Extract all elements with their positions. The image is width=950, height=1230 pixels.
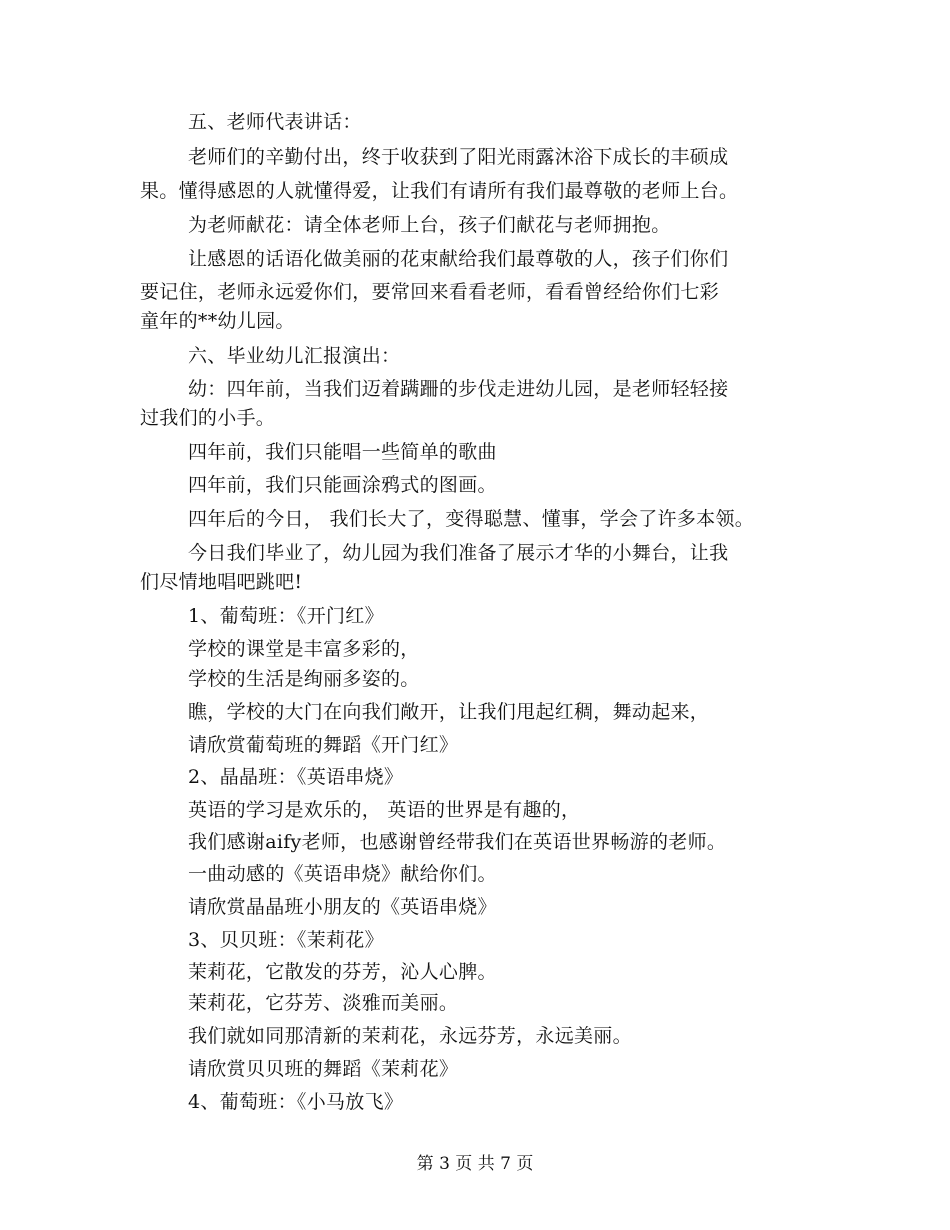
paragraph-line: 我们就如同那清新的茉莉花，永远芬芳，永远美丽。 bbox=[188, 1025, 632, 1047]
paragraph-line: 请欣赏晶晶班小朋友的《英语串烧》 bbox=[188, 896, 497, 918]
paragraph-line: 果。懂得感恩的人就懂得爱，让我们有请所有我们最尊敬的老师上台。 bbox=[140, 180, 739, 202]
section-heading-6: 六、毕业幼儿汇报演出： bbox=[188, 345, 401, 367]
paragraph-line: 今日我们毕业了，幼儿园为我们准备了展示才华的小舞台，让我 bbox=[188, 542, 729, 564]
paragraph-line: 请欣赏葡萄班的舞蹈《开门红》 bbox=[188, 734, 459, 756]
paragraph-line: 让感恩的话语化做美丽的花束献给我们最尊敬的人，孩子们你们 bbox=[188, 248, 729, 270]
paragraph-line: 英语的学习是欢乐的， 英语的世界是有趣的， bbox=[188, 799, 581, 821]
paragraph-line: 茉莉花，它散发的芬芳，沁人心脾。 bbox=[188, 961, 497, 983]
page-number-footer: 第 3 页 共 7 页 bbox=[416, 1154, 534, 1174]
paragraph-line: 四年前，我们只能唱一些简单的歌曲 bbox=[188, 441, 497, 463]
paragraph-line: 学校的生活是绚丽多姿的。 bbox=[188, 668, 420, 690]
paragraph-line: 请欣赏贝贝班的舞蹈《茉莉花》 bbox=[188, 1058, 459, 1080]
paragraph-line: 们尽情地唱吧跳吧! bbox=[140, 571, 303, 593]
paragraph-line: 为老师献花：请全体老师上台，孩子们献花与老师拥抱。 bbox=[188, 214, 671, 236]
paragraph-line: 要记住，老师永远爱你们，要常回来看看老师，看看曾经给你们七彩 bbox=[140, 281, 720, 303]
program-item-heading: 4、葡萄班：《小马放飞》 bbox=[188, 1091, 404, 1113]
paragraph-line: 老师们的辛勤付出，终于收获到了阳光雨露沐浴下成长的丰硕成 bbox=[188, 146, 729, 168]
paragraph-line: 我们感谢aify老师，也感谢曾经带我们在英语世界畅游的老师。 bbox=[188, 831, 727, 853]
paragraph-line: 四年前，我们只能画涂鸦式的图画。 bbox=[188, 474, 497, 496]
paragraph-line: 茉莉花，它芬芳、淡雅而美丽。 bbox=[188, 992, 459, 1014]
paragraph-line: 四年后的今日， 我们长大了，变得聪慧、懂事，学会了许多本领。 bbox=[188, 508, 755, 530]
paragraph-line: 童年的**幼儿园。 bbox=[140, 310, 295, 332]
program-item-heading: 2、晶晶班：《英语串烧》 bbox=[188, 766, 404, 788]
paragraph-line: 学校的课堂是丰富多彩的， bbox=[188, 638, 420, 660]
program-item-heading: 1、葡萄班：《开门红》 bbox=[188, 605, 384, 627]
paragraph-line: 瞧，学校的大门在向我们敞开，让我们甩起红稠，舞动起来， bbox=[188, 701, 710, 723]
paragraph-line: 幼：四年前，当我们迈着蹒跚的步伐走进幼儿园，是老师轻轻接 bbox=[188, 378, 729, 400]
paragraph-line: 一曲动感的《英语串烧》献给你们。 bbox=[188, 863, 497, 885]
section-heading-5: 五、老师代表讲话： bbox=[188, 111, 362, 133]
program-item-heading: 3、贝贝班：《茉莉花》 bbox=[188, 929, 384, 951]
paragraph-line: 过我们的小手。 bbox=[140, 407, 276, 429]
